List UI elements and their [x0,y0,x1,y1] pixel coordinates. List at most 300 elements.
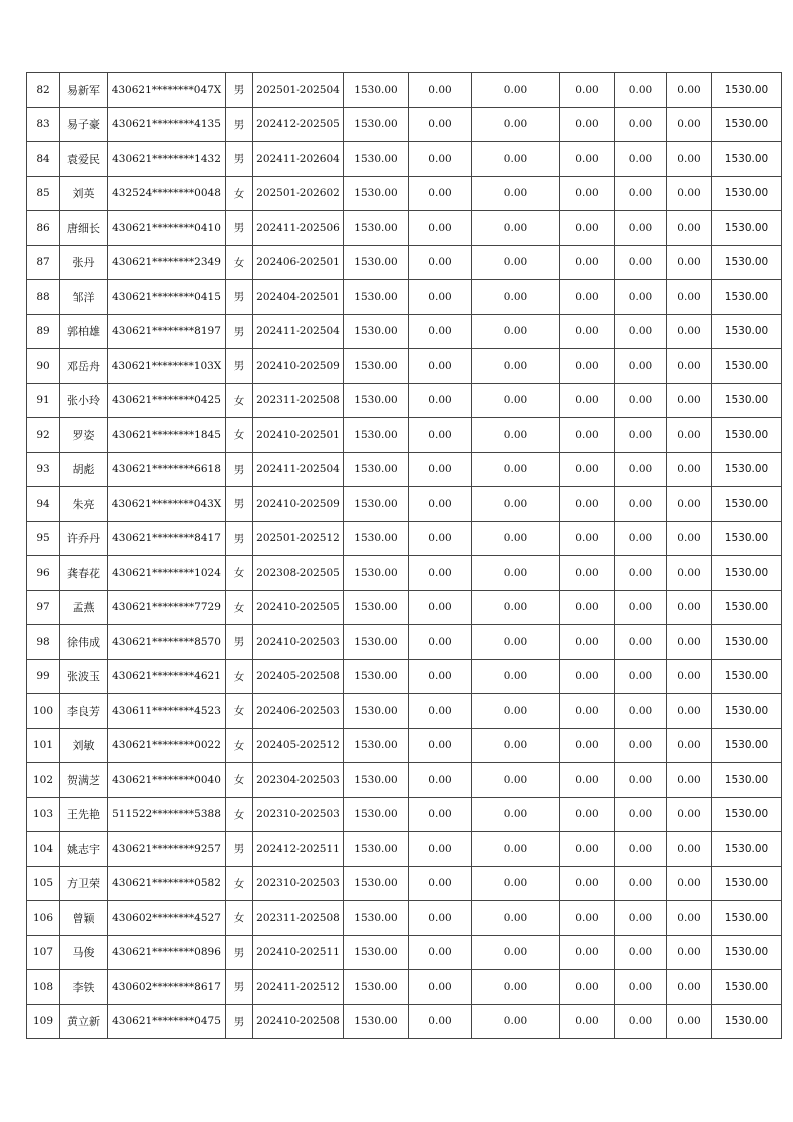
row-number-cell: 103 [27,797,60,832]
zero-cell-4: 0.00 [615,211,667,246]
zero-cell-2: 0.00 [472,383,560,418]
zero-cell-1: 0.00 [409,176,472,211]
amount-cell: 1530.00 [344,659,409,694]
zero-cell-1: 0.00 [409,625,472,660]
period-cell: 202311-202508 [253,901,344,936]
amount-cell: 1530.00 [344,625,409,660]
gender-cell: 女 [226,659,253,694]
zero-cell-4: 0.00 [615,452,667,487]
id-number-cell: 430621********043X [108,487,226,522]
row-number-cell: 95 [27,521,60,556]
period-cell: 202410-202501 [253,418,344,453]
name-cell: 孟燕 [60,590,108,625]
amount-cell: 1530.00 [344,487,409,522]
row-number-cell: 89 [27,314,60,349]
amount-cell: 1530.00 [344,107,409,142]
table-row [27,694,782,729]
amount-cell: 1530.00 [344,797,409,832]
total-cell: 1530.00 [712,970,782,1005]
table-row [27,280,782,315]
name-cell: 方卫荣 [60,866,108,901]
row-number-cell: 96 [27,556,60,591]
zero-cell-5: 0.00 [667,590,712,625]
table-row [27,107,782,142]
zero-cell-1: 0.00 [409,245,472,280]
zero-cell-3: 0.00 [560,728,615,763]
zero-cell-2: 0.00 [472,763,560,798]
id-number-cell: 430621********8417 [108,521,226,556]
name-cell: 邓岳舟 [60,349,108,384]
total-cell: 1530.00 [712,590,782,625]
row-number-cell: 92 [27,418,60,453]
zero-cell-3: 0.00 [560,521,615,556]
row-number-cell: 97 [27,590,60,625]
zero-cell-3: 0.00 [560,349,615,384]
name-cell: 唐细长 [60,211,108,246]
gender-cell: 女 [226,901,253,936]
table-row [27,901,782,936]
zero-cell-3: 0.00 [560,694,615,729]
id-number-cell: 430621********0582 [108,866,226,901]
zero-cell-3: 0.00 [560,452,615,487]
zero-cell-1: 0.00 [409,728,472,763]
zero-cell-5: 0.00 [667,245,712,280]
table-row [27,866,782,901]
zero-cell-4: 0.00 [615,418,667,453]
zero-cell-3: 0.00 [560,142,615,177]
table-row [27,418,782,453]
zero-cell-3: 0.00 [560,176,615,211]
total-cell: 1530.00 [712,418,782,453]
zero-cell-1: 0.00 [409,556,472,591]
zero-cell-5: 0.00 [667,418,712,453]
total-cell: 1530.00 [712,487,782,522]
id-number-cell: 430621********2349 [108,245,226,280]
zero-cell-2: 0.00 [472,1004,560,1039]
zero-cell-5: 0.00 [667,383,712,418]
row-number-cell: 94 [27,487,60,522]
name-cell: 刘敏 [60,728,108,763]
zero-cell-1: 0.00 [409,970,472,1005]
table-row [27,142,782,177]
total-cell: 1530.00 [712,1004,782,1039]
zero-cell-2: 0.00 [472,349,560,384]
row-number-cell: 90 [27,349,60,384]
amount-cell: 1530.00 [344,452,409,487]
zero-cell-1: 0.00 [409,797,472,832]
zero-cell-2: 0.00 [472,590,560,625]
zero-cell-5: 0.00 [667,935,712,970]
zero-cell-5: 0.00 [667,452,712,487]
total-cell: 1530.00 [712,659,782,694]
name-cell: 贺满芝 [60,763,108,798]
period-cell: 202411-202506 [253,211,344,246]
period-cell: 202411-202604 [253,142,344,177]
gender-cell: 女 [226,763,253,798]
zero-cell-3: 0.00 [560,935,615,970]
zero-cell-4: 0.00 [615,73,667,108]
total-cell: 1530.00 [712,142,782,177]
total-cell: 1530.00 [712,935,782,970]
row-number-cell: 83 [27,107,60,142]
zero-cell-2: 0.00 [472,832,560,867]
total-cell: 1530.00 [712,280,782,315]
row-number-cell: 85 [27,176,60,211]
gender-cell: 女 [226,556,253,591]
name-cell: 李良芳 [60,694,108,729]
zero-cell-3: 0.00 [560,107,615,142]
zero-cell-5: 0.00 [667,763,712,798]
id-number-cell: 430621********0022 [108,728,226,763]
name-cell: 张小玲 [60,383,108,418]
zero-cell-5: 0.00 [667,901,712,936]
row-number-cell: 106 [27,901,60,936]
zero-cell-1: 0.00 [409,383,472,418]
gender-cell: 男 [226,625,253,660]
table-row [27,1004,782,1039]
name-cell: 胡彪 [60,452,108,487]
amount-cell: 1530.00 [344,590,409,625]
zero-cell-4: 0.00 [615,625,667,660]
zero-cell-3: 0.00 [560,625,615,660]
zero-cell-4: 0.00 [615,970,667,1005]
id-number-cell: 430621********9257 [108,832,226,867]
zero-cell-4: 0.00 [615,142,667,177]
zero-cell-1: 0.00 [409,142,472,177]
zero-cell-2: 0.00 [472,866,560,901]
data-table [26,72,782,1039]
amount-cell: 1530.00 [344,694,409,729]
period-cell: 202410-202509 [253,349,344,384]
gender-cell: 男 [226,142,253,177]
name-cell: 龚春花 [60,556,108,591]
zero-cell-3: 0.00 [560,383,615,418]
zero-cell-1: 0.00 [409,935,472,970]
id-number-cell: 430621********8570 [108,625,226,660]
row-number-cell: 82 [27,73,60,108]
id-number-cell: 430621********1024 [108,556,226,591]
zero-cell-1: 0.00 [409,280,472,315]
total-cell: 1530.00 [712,73,782,108]
period-cell: 202310-202503 [253,797,344,832]
zero-cell-2: 0.00 [472,694,560,729]
name-cell: 徐伟成 [60,625,108,660]
gender-cell: 女 [226,418,253,453]
zero-cell-4: 0.00 [615,314,667,349]
total-cell: 1530.00 [712,349,782,384]
zero-cell-1: 0.00 [409,349,472,384]
id-number-cell: 430621********1845 [108,418,226,453]
id-number-cell: 430621********103X [108,349,226,384]
zero-cell-4: 0.00 [615,590,667,625]
zero-cell-3: 0.00 [560,1004,615,1039]
row-number-cell: 87 [27,245,60,280]
row-number-cell: 108 [27,970,60,1005]
total-cell: 1530.00 [712,866,782,901]
zero-cell-1: 0.00 [409,314,472,349]
name-cell: 罗姿 [60,418,108,453]
period-cell: 202405-202508 [253,659,344,694]
amount-cell: 1530.00 [344,763,409,798]
table-row [27,452,782,487]
period-cell: 202411-202504 [253,314,344,349]
zero-cell-4: 0.00 [615,866,667,901]
id-number-cell: 430621********0415 [108,280,226,315]
amount-cell: 1530.00 [344,556,409,591]
zero-cell-5: 0.00 [667,349,712,384]
zero-cell-4: 0.00 [615,487,667,522]
zero-cell-4: 0.00 [615,935,667,970]
gender-cell: 男 [226,314,253,349]
amount-cell: 1530.00 [344,349,409,384]
id-number-cell: 430621********047X [108,73,226,108]
zero-cell-5: 0.00 [667,314,712,349]
zero-cell-1: 0.00 [409,521,472,556]
zero-cell-3: 0.00 [560,590,615,625]
zero-cell-4: 0.00 [615,659,667,694]
zero-cell-3: 0.00 [560,832,615,867]
zero-cell-3: 0.00 [560,970,615,1005]
table-row [27,797,782,832]
table-row [27,176,782,211]
zero-cell-1: 0.00 [409,832,472,867]
zero-cell-2: 0.00 [472,211,560,246]
amount-cell: 1530.00 [344,245,409,280]
period-cell: 202410-202503 [253,625,344,660]
amount-cell: 1530.00 [344,1004,409,1039]
zero-cell-5: 0.00 [667,832,712,867]
zero-cell-2: 0.00 [472,728,560,763]
row-number-cell: 104 [27,832,60,867]
gender-cell: 男 [226,73,253,108]
id-number-cell: 432524********0048 [108,176,226,211]
table-row [27,728,782,763]
gender-cell: 女 [226,176,253,211]
amount-cell: 1530.00 [344,211,409,246]
zero-cell-3: 0.00 [560,901,615,936]
gender-cell: 男 [226,970,253,1005]
zero-cell-1: 0.00 [409,211,472,246]
table-row [27,590,782,625]
zero-cell-2: 0.00 [472,314,560,349]
id-number-cell: 430602********8617 [108,970,226,1005]
row-number-cell: 98 [27,625,60,660]
name-cell: 刘英 [60,176,108,211]
zero-cell-2: 0.00 [472,935,560,970]
zero-cell-2: 0.00 [472,659,560,694]
zero-cell-5: 0.00 [667,625,712,660]
zero-cell-2: 0.00 [472,901,560,936]
gender-cell: 女 [226,383,253,418]
total-cell: 1530.00 [712,797,782,832]
zero-cell-3: 0.00 [560,659,615,694]
zero-cell-2: 0.00 [472,280,560,315]
row-number-cell: 102 [27,763,60,798]
amount-cell: 1530.00 [344,176,409,211]
period-cell: 202411-202512 [253,970,344,1005]
amount-cell: 1530.00 [344,728,409,763]
zero-cell-5: 0.00 [667,176,712,211]
zero-cell-1: 0.00 [409,763,472,798]
period-cell: 202310-202503 [253,866,344,901]
zero-cell-4: 0.00 [615,797,667,832]
period-cell: 202404-202501 [253,280,344,315]
gender-cell: 男 [226,521,253,556]
zero-cell-1: 0.00 [409,901,472,936]
row-number-cell: 101 [27,728,60,763]
id-number-cell: 430621********8197 [108,314,226,349]
zero-cell-5: 0.00 [667,211,712,246]
period-cell: 202308-202505 [253,556,344,591]
zero-cell-4: 0.00 [615,280,667,315]
zero-cell-3: 0.00 [560,866,615,901]
total-cell: 1530.00 [712,901,782,936]
total-cell: 1530.00 [712,383,782,418]
zero-cell-5: 0.00 [667,73,712,108]
zero-cell-2: 0.00 [472,107,560,142]
table-row [27,487,782,522]
period-cell: 202410-202511 [253,935,344,970]
zero-cell-4: 0.00 [615,832,667,867]
period-cell: 202412-202511 [253,832,344,867]
total-cell: 1530.00 [712,314,782,349]
zero-cell-2: 0.00 [472,142,560,177]
table-row [27,245,782,280]
id-number-cell: 430621********1432 [108,142,226,177]
name-cell: 袁爱民 [60,142,108,177]
zero-cell-4: 0.00 [615,245,667,280]
zero-cell-1: 0.00 [409,866,472,901]
row-number-cell: 84 [27,142,60,177]
zero-cell-2: 0.00 [472,625,560,660]
total-cell: 1530.00 [712,625,782,660]
zero-cell-3: 0.00 [560,314,615,349]
gender-cell: 男 [226,452,253,487]
name-cell: 郭柏雄 [60,314,108,349]
gender-cell: 男 [226,935,253,970]
gender-cell: 女 [226,245,253,280]
zero-cell-4: 0.00 [615,349,667,384]
gender-cell: 女 [226,694,253,729]
zero-cell-1: 0.00 [409,487,472,522]
zero-cell-4: 0.00 [615,763,667,798]
zero-cell-5: 0.00 [667,728,712,763]
id-number-cell: 511522********5388 [108,797,226,832]
zero-cell-4: 0.00 [615,107,667,142]
total-cell: 1530.00 [712,832,782,867]
table-row [27,763,782,798]
period-cell: 202501-202512 [253,521,344,556]
name-cell: 曾颖 [60,901,108,936]
zero-cell-4: 0.00 [615,1004,667,1039]
zero-cell-5: 0.00 [667,521,712,556]
table-row [27,625,782,660]
zero-cell-1: 0.00 [409,590,472,625]
zero-cell-5: 0.00 [667,694,712,729]
zero-cell-5: 0.00 [667,107,712,142]
row-number-cell: 100 [27,694,60,729]
name-cell: 张波玉 [60,659,108,694]
zero-cell-1: 0.00 [409,452,472,487]
total-cell: 1530.00 [712,521,782,556]
gender-cell: 女 [226,866,253,901]
zero-cell-2: 0.00 [472,418,560,453]
table-body [27,73,782,1039]
zero-cell-3: 0.00 [560,211,615,246]
table-row [27,211,782,246]
row-number-cell: 91 [27,383,60,418]
total-cell: 1530.00 [712,728,782,763]
zero-cell-1: 0.00 [409,418,472,453]
gender-cell: 男 [226,349,253,384]
name-cell: 朱亮 [60,487,108,522]
zero-cell-2: 0.00 [472,452,560,487]
zero-cell-5: 0.00 [667,659,712,694]
table-row [27,383,782,418]
zero-cell-3: 0.00 [560,280,615,315]
period-cell: 202410-202505 [253,590,344,625]
id-number-cell: 430621********0410 [108,211,226,246]
amount-cell: 1530.00 [344,970,409,1005]
amount-cell: 1530.00 [344,866,409,901]
row-number-cell: 86 [27,211,60,246]
total-cell: 1530.00 [712,176,782,211]
zero-cell-3: 0.00 [560,73,615,108]
name-cell: 易子豪 [60,107,108,142]
zero-cell-5: 0.00 [667,487,712,522]
zero-cell-2: 0.00 [472,176,560,211]
name-cell: 邹洋 [60,280,108,315]
id-number-cell: 430621********0425 [108,383,226,418]
period-cell: 202410-202508 [253,1004,344,1039]
zero-cell-4: 0.00 [615,901,667,936]
total-cell: 1530.00 [712,245,782,280]
zero-cell-3: 0.00 [560,556,615,591]
table-row [27,556,782,591]
zero-cell-3: 0.00 [560,245,615,280]
name-cell: 王先艳 [60,797,108,832]
gender-cell: 女 [226,797,253,832]
id-number-cell: 430621********7729 [108,590,226,625]
id-number-cell: 430602********4527 [108,901,226,936]
gender-cell: 男 [226,1004,253,1039]
zero-cell-2: 0.00 [472,73,560,108]
period-cell: 202304-202503 [253,763,344,798]
zero-cell-1: 0.00 [409,1004,472,1039]
id-number-cell: 430621********4135 [108,107,226,142]
period-cell: 202311-202508 [253,383,344,418]
zero-cell-1: 0.00 [409,694,472,729]
amount-cell: 1530.00 [344,383,409,418]
id-number-cell: 430621********0040 [108,763,226,798]
amount-cell: 1530.00 [344,280,409,315]
amount-cell: 1530.00 [344,901,409,936]
gender-cell: 男 [226,280,253,315]
zero-cell-2: 0.00 [472,245,560,280]
total-cell: 1530.00 [712,452,782,487]
zero-cell-1: 0.00 [409,73,472,108]
period-cell: 202406-202501 [253,245,344,280]
total-cell: 1530.00 [712,556,782,591]
amount-cell: 1530.00 [344,521,409,556]
zero-cell-3: 0.00 [560,487,615,522]
zero-cell-2: 0.00 [472,487,560,522]
name-cell: 黄立新 [60,1004,108,1039]
period-cell: 202411-202504 [253,452,344,487]
gender-cell: 女 [226,590,253,625]
zero-cell-5: 0.00 [667,556,712,591]
period-cell: 202410-202509 [253,487,344,522]
